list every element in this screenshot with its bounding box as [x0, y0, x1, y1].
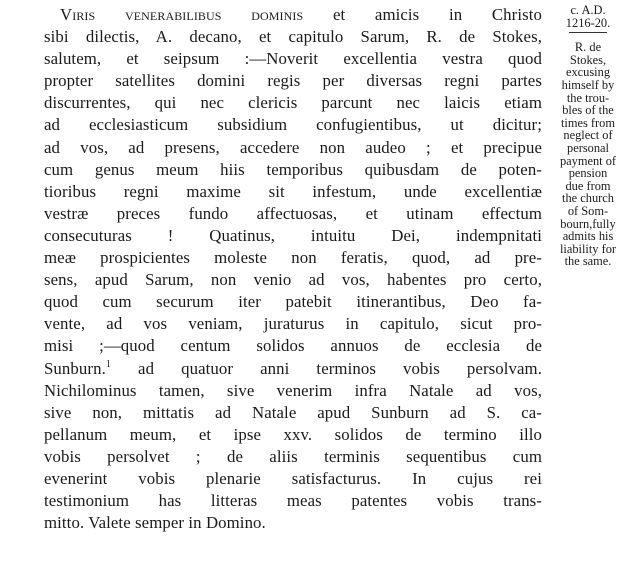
text-line-1 [44, 4, 542, 26]
text-line-23: testimonium has litteras meas patentes vobis trans- [44, 491, 542, 511]
margin-summary-line: himself by [561, 77, 615, 92]
text-line-8: cum genus meum hiis temporibus quibusdam de poten- [44, 159, 542, 179]
text-line-15: vente, ad vos veniam, juraturus in capitulo, sicut pro- [44, 314, 542, 334]
margin-summary-line: times from [560, 115, 616, 130]
text-line-4: propter satellites domini regis per diversas regni partes [44, 71, 542, 91]
text-line-22: evenerint vobis plenarie satisfacturus. In cujus rei [44, 468, 542, 488]
margin-summary-line: neglect of [563, 128, 613, 143]
margin-summary-line: payment of [559, 153, 617, 168]
margin-summary-line: the church [562, 191, 614, 206]
margin-summary-line: pension [568, 166, 608, 181]
text-line-11: consecuturas ! Quatinus, intuitu Dei, indempnitati [44, 225, 542, 245]
text-line-24: mitto. Valete semper in Domino. [44, 513, 266, 533]
margin-summary-line: personal [567, 140, 609, 155]
text-line-14: quod cum securum iter patebit itinerantibus, Deo fa- [44, 292, 542, 312]
text-line-6: ad ecclesiasticum subsidium confugientibus, ut dicitur; [44, 115, 542, 135]
text-line-12: meæ prospicientes moleste non feratis, quod, ad pre- [44, 248, 542, 268]
text-line-20: pellanum meum, et ipse xxv. solidos de termino illo [44, 424, 542, 444]
footnote-mark: 1 [105, 358, 111, 370]
margin-date-circa: c. A.D. [570, 3, 606, 17]
margin-summary-line: Stokes, [569, 52, 607, 67]
margin-summary-line: admits his [562, 229, 614, 244]
text-line-9: tioribus regni maxime sit infestum, unde excellentiæ [44, 181, 542, 201]
margin-summary-line: R. de [574, 40, 602, 55]
margin-summary-line: excusing [565, 65, 611, 80]
text-line-13: sens, apud Sarum, non venio ad vos, habentes pro certo, [44, 270, 542, 290]
margin-summary-line: the trou- [566, 90, 610, 105]
margin-summary-line: bles of the [562, 103, 614, 118]
margin-summary [548, 41, 628, 268]
text-line-7: ad vos, ad presens, accedere non audeo ; et precipue [44, 137, 542, 157]
text-line-17 [44, 358, 542, 380]
text-line-5: discurrentes, qui nec clericis parcunt nec laicis etiam [44, 93, 542, 113]
line-17-rest: ad quatuor anni terminos vobis persolvam. [138, 358, 542, 378]
margin-summary-line: bourn,fully [560, 216, 616, 231]
text-line-3: salutem, et seipsum :—Noverit excellentia vestra quod [44, 49, 542, 69]
margin-summary-line: due from [565, 178, 611, 193]
margin-date-range: 1216-20. [565, 15, 611, 30]
margin-summary-line: of Som- [567, 203, 609, 218]
letter-body [44, 4, 542, 534]
margin-note [548, 4, 628, 268]
text-line-10: vestræ preces fundo affectuosas, et utinam effectum [44, 203, 542, 223]
text-line-2: sibi dilectis, A. decano, et capitulo Sarum, R. de Stokes, [44, 27, 542, 47]
text-line-19: sive non, mittatis ad Natale apud Sunburn ad S. ca- [44, 402, 542, 422]
margin-date-rule [569, 32, 607, 33]
smallcaps-opening: Viris venerabilibus dominis [60, 5, 304, 24]
text-line-16: misi ;—quod centum solidos annuos de ecclesia de [44, 336, 542, 356]
line-1-rest: et amicis in Christo [303, 5, 542, 24]
text-line-18: Nichilominus tamen, sive venerim infra Natale ad vos, [44, 380, 542, 400]
margin-summary-line: liability for [559, 241, 617, 256]
text-line-21: vobis persolvet ; de aliis terminis sequentibus cum [44, 446, 542, 466]
margin-summary-line: the same. [564, 254, 612, 269]
sunburn-word: Sunburn. [44, 358, 106, 378]
